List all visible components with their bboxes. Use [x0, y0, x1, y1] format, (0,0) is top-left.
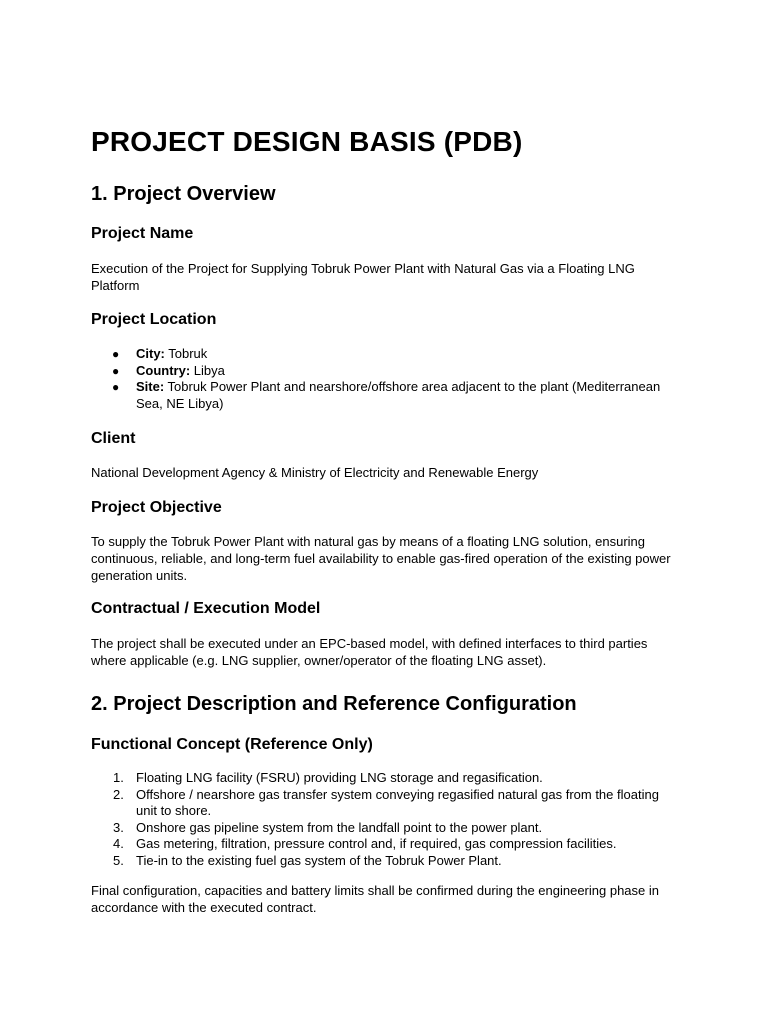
- functional-concept-heading: Functional Concept (Reference Only): [91, 736, 373, 753]
- list-item-text: Offshore / nearshore gas transfer system conveying regasified natural gas from the floating unit to shore.: [136, 786, 659, 818]
- list-item: [91, 770, 681, 787]
- closing-paragraph: Final configuration, capacities and battery limits shall be confirmed during the engineering phase in accordance with the executed contract.: [91, 883, 659, 915]
- project-name-text: Execution of the Project for Supplying Tobruk Power Plant with Natural Gas via a Floating LNG Platform: [91, 261, 635, 293]
- project-location-heading: Project Location: [91, 311, 217, 328]
- project-objective-text: To supply the Tobruk Power Plant with natural gas by means of a floating LNG solution, ensuring continuous, reliable, and long-term fuel availability to enable gas-fired operation of the existing power generation units.: [91, 534, 671, 583]
- list-item: [91, 787, 681, 820]
- list-item-text: Floating LNG facility (FSRU) providing LNG storage and regasification.: [136, 770, 543, 785]
- list-item-text: Onshore gas pipeline system from the landfall point to the power plant.: [136, 819, 543, 835]
- execution-model-heading: Contractual / Execution Model: [91, 600, 321, 617]
- project-location-list: [91, 346, 681, 412]
- location-city-value: Tobruk: [164, 346, 208, 361]
- list-item: [91, 346, 681, 363]
- list-item: [91, 820, 681, 837]
- list-item-text: Gas metering, filtration, pressure control and, if required, gas compression facilities.: [136, 836, 617, 851]
- bullet-icon: ●: [112, 347, 120, 361]
- list-item: [91, 379, 681, 412]
- functional-concept-list: [91, 770, 681, 869]
- list-number: 4.: [113, 836, 124, 851]
- location-country-label: Country:: [136, 362, 191, 378]
- bullet-icon: ●: [112, 363, 120, 378]
- section-1-heading: 1. Project Overview: [91, 183, 276, 205]
- location-site-label: Site:: [136, 379, 165, 394]
- project-name-heading: Project Name: [91, 225, 194, 242]
- bullet-icon: ●: [112, 380, 120, 394]
- list-item-text: Tie-in to the existing fuel gas system of the Tobruk Power Plant.: [136, 852, 502, 868]
- list-item: [91, 363, 681, 380]
- document-title: PROJECT DESIGN BASIS (PDB): [91, 126, 523, 157]
- client-heading: Client: [91, 430, 136, 447]
- section-2-heading: 2. Project Description and Reference Configuration: [91, 693, 577, 715]
- list-number: 2.: [113, 786, 124, 802]
- list-item: [91, 836, 681, 853]
- location-country-value: Libya: [190, 362, 225, 378]
- location-city-label: City:: [136, 346, 165, 361]
- list-number: 3.: [113, 819, 124, 835]
- list-number: 1.: [113, 770, 124, 785]
- list-item: [91, 853, 681, 870]
- client-text: National Development Agency & Ministry of Electricity and Renewable Energy: [91, 465, 539, 480]
- location-site-value: Tobruk Power Plant and nearshore/offshore area adjacent to the plant (Mediterranean Sea, NE Libya): [136, 379, 661, 411]
- execution-model-text: The project shall be executed under an EPC-based model, with defined interfaces to third parties where applicable (e.g. LNG supplier, owner/operator of the floating LNG asset).: [91, 636, 648, 668]
- list-number: 5.: [113, 852, 124, 868]
- project-objective-heading: Project Objective: [91, 499, 222, 516]
